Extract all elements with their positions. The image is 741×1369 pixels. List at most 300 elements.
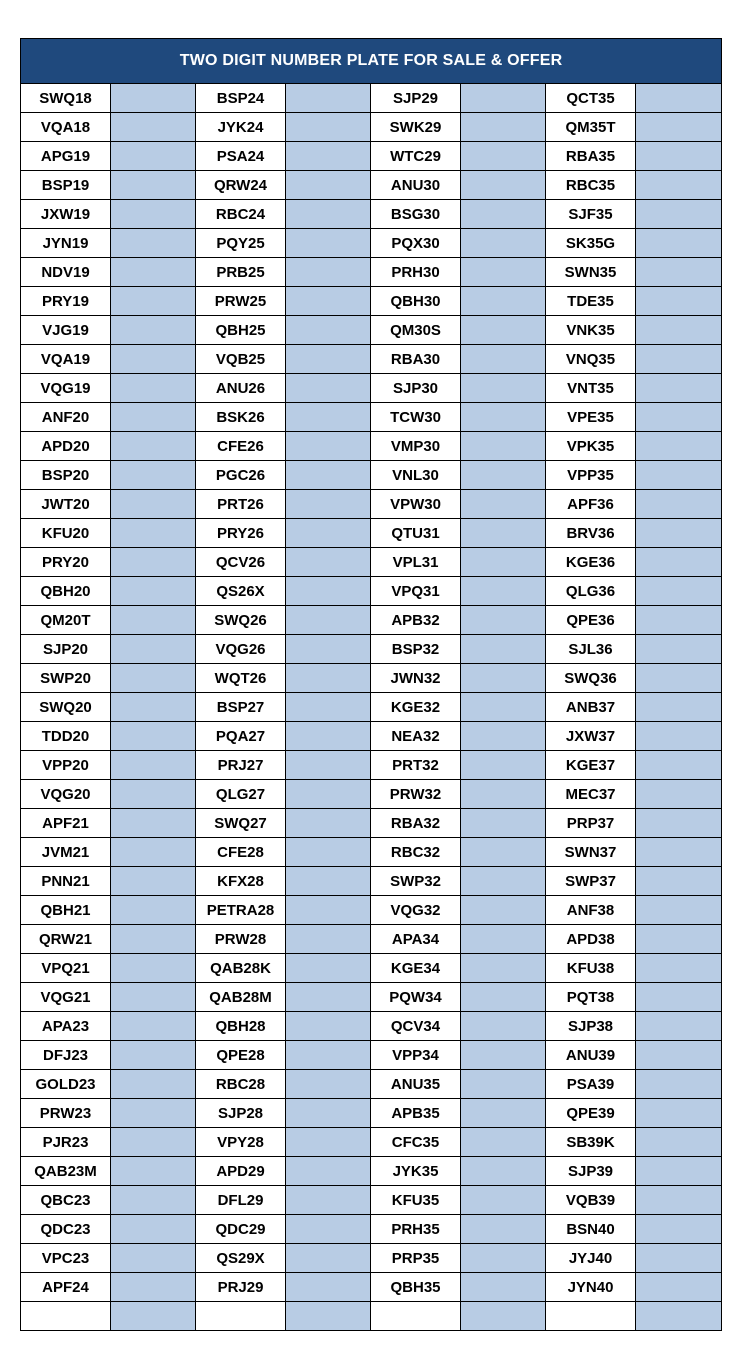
table-row [21,113,722,142]
price-cell[interactable] [636,1128,722,1157]
price-cell[interactable] [111,374,196,403]
price-cell[interactable] [111,1186,196,1215]
price-cell[interactable] [286,316,371,345]
plate-number-cell: PQW34 [371,983,461,1012]
price-cell[interactable] [461,287,546,316]
price-cell[interactable] [286,461,371,490]
plate-number-cell: JVM21 [21,838,111,867]
price-cell[interactable] [636,200,722,229]
price-cell[interactable] [111,896,196,925]
plate-number-cell: BSP24 [196,84,286,113]
plate-number-cell: VPP34 [371,1041,461,1070]
price-cell[interactable] [636,838,722,867]
price-cell[interactable] [111,548,196,577]
price-cell[interactable] [636,548,722,577]
price-cell[interactable] [286,780,371,809]
price-cell[interactable] [111,693,196,722]
plate-number-cell: PRW32 [371,780,461,809]
price-cell[interactable] [111,200,196,229]
price-cell[interactable] [111,606,196,635]
price-cell[interactable] [111,519,196,548]
plate-number-cell: KFU35 [371,1186,461,1215]
plate-number-cell: QAB23M [21,1157,111,1186]
price-cell[interactable] [636,722,722,751]
plate-number-cell: QDC29 [196,1215,286,1244]
price-cell[interactable] [461,606,546,635]
price-cell[interactable] [111,809,196,838]
price-cell[interactable] [461,693,546,722]
price-cell[interactable] [286,1041,371,1070]
price-cell[interactable] [286,722,371,751]
price-cell[interactable] [286,432,371,461]
price-cell[interactable] [286,606,371,635]
price-cell[interactable] [461,780,546,809]
price-cell[interactable] [636,1244,722,1273]
price-cell[interactable] [461,1099,546,1128]
table-row [21,664,722,693]
price-cell[interactable] [111,403,196,432]
plate-number-cell: ANB37 [546,693,636,722]
price-cell[interactable] [286,113,371,142]
plate-number-cell: QLG36 [546,577,636,606]
plate-number-cell: PRY20 [21,548,111,577]
plate-number-cell: PGC26 [196,461,286,490]
price-cell[interactable] [111,229,196,258]
price-cell[interactable] [461,490,546,519]
table-row [21,171,722,200]
table-row [21,1070,722,1099]
plate-number-cell: QPE36 [546,606,636,635]
plate-number-cell: VQG26 [196,635,286,664]
price-cell[interactable] [461,983,546,1012]
price-cell[interactable] [636,809,722,838]
table-row [21,229,722,258]
price-cell[interactable] [461,635,546,664]
table-row [21,1012,722,1041]
plate-number-cell: PRW28 [196,925,286,954]
table-row [21,1244,722,1273]
plate-number-cell: ANU30 [371,171,461,200]
price-cell[interactable] [111,577,196,606]
price-cell[interactable] [461,200,546,229]
plate-number-cell: VPW30 [371,490,461,519]
price-cell[interactable] [286,1070,371,1099]
plate-number-cell: PRT32 [371,751,461,780]
price-cell[interactable] [286,287,371,316]
price-cell[interactable] [636,1215,722,1244]
price-cell[interactable] [461,1302,546,1331]
price-cell[interactable] [636,1012,722,1041]
price-cell[interactable] [636,84,722,113]
plate-number-cell: ANU26 [196,374,286,403]
price-cell[interactable] [111,1128,196,1157]
price-cell[interactable] [636,983,722,1012]
price-cell[interactable] [111,867,196,896]
price-cell[interactable] [286,1186,371,1215]
price-cell[interactable] [286,635,371,664]
price-cell[interactable] [461,142,546,171]
table-row [21,606,722,635]
plate-number-cell: VPP35 [546,461,636,490]
price-cell[interactable] [461,1157,546,1186]
price-cell[interactable] [286,1215,371,1244]
price-cell[interactable] [636,925,722,954]
price-cell[interactable] [111,1041,196,1070]
price-cell[interactable] [111,316,196,345]
price-cell[interactable] [636,374,722,403]
price-cell[interactable] [461,1012,546,1041]
plate-number-cell: DFJ23 [21,1041,111,1070]
plate-number-cell: DFL29 [196,1186,286,1215]
price-cell[interactable] [286,171,371,200]
price-cell[interactable] [461,461,546,490]
table-row [21,867,722,896]
plate-number-cell: BSP32 [371,635,461,664]
plate-number-cell: VQA19 [21,345,111,374]
plate-number-cell: NDV19 [21,258,111,287]
plate-number-cell: BSP19 [21,171,111,200]
price-cell[interactable] [636,229,722,258]
price-cell[interactable] [461,1215,546,1244]
price-cell[interactable] [461,809,546,838]
price-cell[interactable] [111,1302,196,1331]
price-cell[interactable] [111,751,196,780]
table-row [21,1273,722,1302]
price-cell[interactable] [461,113,546,142]
price-cell[interactable] [286,896,371,925]
plate-number-cell: QCV34 [371,1012,461,1041]
plate-number-cell: TDD20 [21,722,111,751]
price-cell[interactable] [286,258,371,287]
plate-number-cell: APA34 [371,925,461,954]
plate-number-cell: PRP37 [546,809,636,838]
plate-number-cell [371,1302,461,1331]
plate-number-cell: SWP37 [546,867,636,896]
plate-number-cell: JYK35 [371,1157,461,1186]
price-cell[interactable] [286,954,371,983]
price-cell[interactable] [636,519,722,548]
plate-number-cell: SWN37 [546,838,636,867]
price-cell[interactable] [286,1273,371,1302]
price-cell[interactable] [636,954,722,983]
price-cell[interactable] [636,1302,722,1331]
price-cell[interactable] [286,983,371,1012]
price-cell[interactable] [636,751,722,780]
plate-number-cell: CFE26 [196,432,286,461]
plate-table [20,38,722,1331]
price-cell[interactable] [636,403,722,432]
plate-number-cell: RBA32 [371,809,461,838]
price-cell[interactable] [111,925,196,954]
price-cell[interactable] [461,896,546,925]
price-cell[interactable] [286,374,371,403]
price-cell[interactable] [636,171,722,200]
price-cell[interactable] [636,1157,722,1186]
plate-number-cell: JYN19 [21,229,111,258]
plate-number-cell: BSP27 [196,693,286,722]
price-cell[interactable] [461,1070,546,1099]
table-row [21,548,722,577]
price-cell[interactable] [636,606,722,635]
table-row [21,258,722,287]
plate-number-cell: PRP35 [371,1244,461,1273]
plate-number-cell: JWN32 [371,664,461,693]
plate-number-cell: JXW37 [546,722,636,751]
price-cell[interactable] [286,809,371,838]
price-cell[interactable] [286,490,371,519]
plate-number-cell: SWQ20 [21,693,111,722]
price-cell[interactable] [636,664,722,693]
plate-number-cell: KGE37 [546,751,636,780]
price-cell[interactable] [286,577,371,606]
plate-number-cell: PRJ29 [196,1273,286,1302]
plate-number-cell: VMP30 [371,432,461,461]
table-row [21,925,722,954]
plate-number-cell: VQA18 [21,113,111,142]
price-cell[interactable] [111,780,196,809]
price-cell[interactable] [461,548,546,577]
plate-number-cell: BSN40 [546,1215,636,1244]
price-cell[interactable] [461,316,546,345]
price-cell[interactable] [111,983,196,1012]
plate-number-cell: QBC23 [21,1186,111,1215]
plate-number-cell: KFX28 [196,867,286,896]
table-row [21,809,722,838]
plate-number-cell: QM30S [371,316,461,345]
price-cell[interactable] [286,548,371,577]
price-cell[interactable] [286,1302,371,1331]
price-cell[interactable] [286,1128,371,1157]
plate-number-cell: PRY26 [196,519,286,548]
table-row [21,490,722,519]
plate-number-cell: QAB28M [196,983,286,1012]
table-row [21,316,722,345]
plate-number-cell: PQY25 [196,229,286,258]
price-cell[interactable] [636,142,722,171]
plate-number-cell: APF24 [21,1273,111,1302]
plate-number-cell: ANU35 [371,1070,461,1099]
plate-number-cell: VQG32 [371,896,461,925]
plate-number-cell: APF36 [546,490,636,519]
plate-number-cell: QS26X [196,577,286,606]
price-cell[interactable] [111,1099,196,1128]
price-cell[interactable] [461,1273,546,1302]
price-cell[interactable] [636,1041,722,1070]
price-cell[interactable] [111,432,196,461]
price-cell[interactable] [286,1099,371,1128]
table-row [21,345,722,374]
price-cell[interactable] [111,954,196,983]
price-cell[interactable] [286,142,371,171]
plate-number-cell: VPY28 [196,1128,286,1157]
table-row [21,1302,722,1331]
price-cell[interactable] [636,577,722,606]
table-row [21,1157,722,1186]
price-cell[interactable] [111,664,196,693]
price-cell[interactable] [636,113,722,142]
price-cell[interactable] [461,171,546,200]
price-cell[interactable] [636,1070,722,1099]
price-cell[interactable] [636,635,722,664]
plate-number-cell: VPC23 [21,1244,111,1273]
plate-number-cell: PJR23 [21,1128,111,1157]
plate-number-cell: SK35G [546,229,636,258]
price-cell[interactable] [461,867,546,896]
plate-number-cell: NEA32 [371,722,461,751]
plate-number-cell: APD29 [196,1157,286,1186]
price-cell[interactable] [461,838,546,867]
price-cell[interactable] [286,1012,371,1041]
table-row [21,1215,722,1244]
price-cell[interactable] [636,316,722,345]
plate-number-cell: KGE36 [546,548,636,577]
price-cell[interactable] [636,287,722,316]
price-cell[interactable] [111,635,196,664]
price-cell[interactable] [461,84,546,113]
plate-number-cell: ANF38 [546,896,636,925]
price-cell[interactable] [111,1070,196,1099]
price-cell[interactable] [636,432,722,461]
plate-number-cell: PRW25 [196,287,286,316]
plate-number-cell: RBC24 [196,200,286,229]
table-row [21,896,722,925]
plate-number-cell: QDC23 [21,1215,111,1244]
plate-number-cell: VPQ21 [21,954,111,983]
price-cell[interactable] [461,722,546,751]
price-cell[interactable] [286,1157,371,1186]
plate-number-cell: VQG20 [21,780,111,809]
plate-number-cell: VQB39 [546,1186,636,1215]
price-cell[interactable] [111,1012,196,1041]
plate-number-cell: APB35 [371,1099,461,1128]
plate-number-cell: QRW24 [196,171,286,200]
price-cell[interactable] [461,577,546,606]
price-cell[interactable] [111,1273,196,1302]
plate-number-cell: PRT26 [196,490,286,519]
price-cell[interactable] [636,1099,722,1128]
price-cell[interactable] [286,403,371,432]
plate-number-cell: KGE32 [371,693,461,722]
plate-number-cell: JYK24 [196,113,286,142]
plate-number-cell: QTU31 [371,519,461,548]
price-cell[interactable] [111,258,196,287]
table-row [21,954,722,983]
price-cell[interactable] [111,113,196,142]
price-cell[interactable] [461,1128,546,1157]
price-cell[interactable] [636,896,722,925]
price-cell[interactable] [636,867,722,896]
table-row [21,983,722,1012]
price-cell[interactable] [461,1186,546,1215]
price-cell[interactable] [111,171,196,200]
plate-number-cell: RBA30 [371,345,461,374]
price-cell[interactable] [636,1186,722,1215]
price-cell[interactable] [636,780,722,809]
plate-number-cell: WTC29 [371,142,461,171]
plate-number-cell: QPE39 [546,1099,636,1128]
price-cell[interactable] [111,1244,196,1273]
price-cell[interactable] [111,1215,196,1244]
table-row [21,1186,722,1215]
price-cell[interactable] [461,258,546,287]
price-cell[interactable] [461,954,546,983]
plate-number-cell: VPE35 [546,403,636,432]
price-cell[interactable] [636,693,722,722]
price-cell[interactable] [111,838,196,867]
price-cell[interactable] [286,84,371,113]
price-cell[interactable] [461,664,546,693]
price-cell[interactable] [461,403,546,432]
table-row [21,432,722,461]
price-cell[interactable] [461,432,546,461]
price-cell[interactable] [111,722,196,751]
plate-number-cell: PETRA28 [196,896,286,925]
price-cell[interactable] [461,229,546,258]
plate-number-cell: VPK35 [546,432,636,461]
price-cell[interactable] [461,1041,546,1070]
price-cell[interactable] [286,345,371,374]
price-cell[interactable] [286,519,371,548]
price-cell[interactable] [286,229,371,258]
plate-number-cell: CFE28 [196,838,286,867]
plate-number-cell: KGE34 [371,954,461,983]
price-cell[interactable] [286,867,371,896]
price-cell[interactable] [286,751,371,780]
plate-number-cell: RBC32 [371,838,461,867]
price-cell[interactable] [111,142,196,171]
price-cell[interactable] [111,1157,196,1186]
price-cell[interactable] [461,345,546,374]
table-row [21,722,722,751]
plate-number-cell: KFU20 [21,519,111,548]
plate-number-cell: APD38 [546,925,636,954]
price-cell[interactable] [636,345,722,374]
price-cell[interactable] [111,490,196,519]
price-cell[interactable] [286,1244,371,1273]
price-cell[interactable] [286,925,371,954]
price-cell[interactable] [286,664,371,693]
plate-number-cell: VNK35 [546,316,636,345]
price-cell[interactable] [461,519,546,548]
price-cell[interactable] [461,1244,546,1273]
price-cell[interactable] [111,84,196,113]
plate-number-cell: JXW19 [21,200,111,229]
plate-number-cell: SJP30 [371,374,461,403]
plate-number-cell: SWP20 [21,664,111,693]
price-cell[interactable] [636,461,722,490]
plate-number-cell: QBH28 [196,1012,286,1041]
plate-number-cell: QBH25 [196,316,286,345]
price-cell[interactable] [636,258,722,287]
table-row [21,84,722,113]
price-cell[interactable] [286,838,371,867]
price-cell[interactable] [111,461,196,490]
price-cell[interactable] [461,751,546,780]
price-cell[interactable] [461,374,546,403]
plate-number-cell: PRB25 [196,258,286,287]
price-cell[interactable] [286,200,371,229]
price-cell[interactable] [111,345,196,374]
price-cell[interactable] [461,925,546,954]
price-cell[interactable] [636,1273,722,1302]
plate-number-cell: APA23 [21,1012,111,1041]
plate-number-cell: JYN40 [546,1273,636,1302]
price-cell[interactable] [636,490,722,519]
plate-number-cell: JWT20 [21,490,111,519]
price-cell[interactable] [286,693,371,722]
table-row [21,838,722,867]
price-cell[interactable] [111,287,196,316]
